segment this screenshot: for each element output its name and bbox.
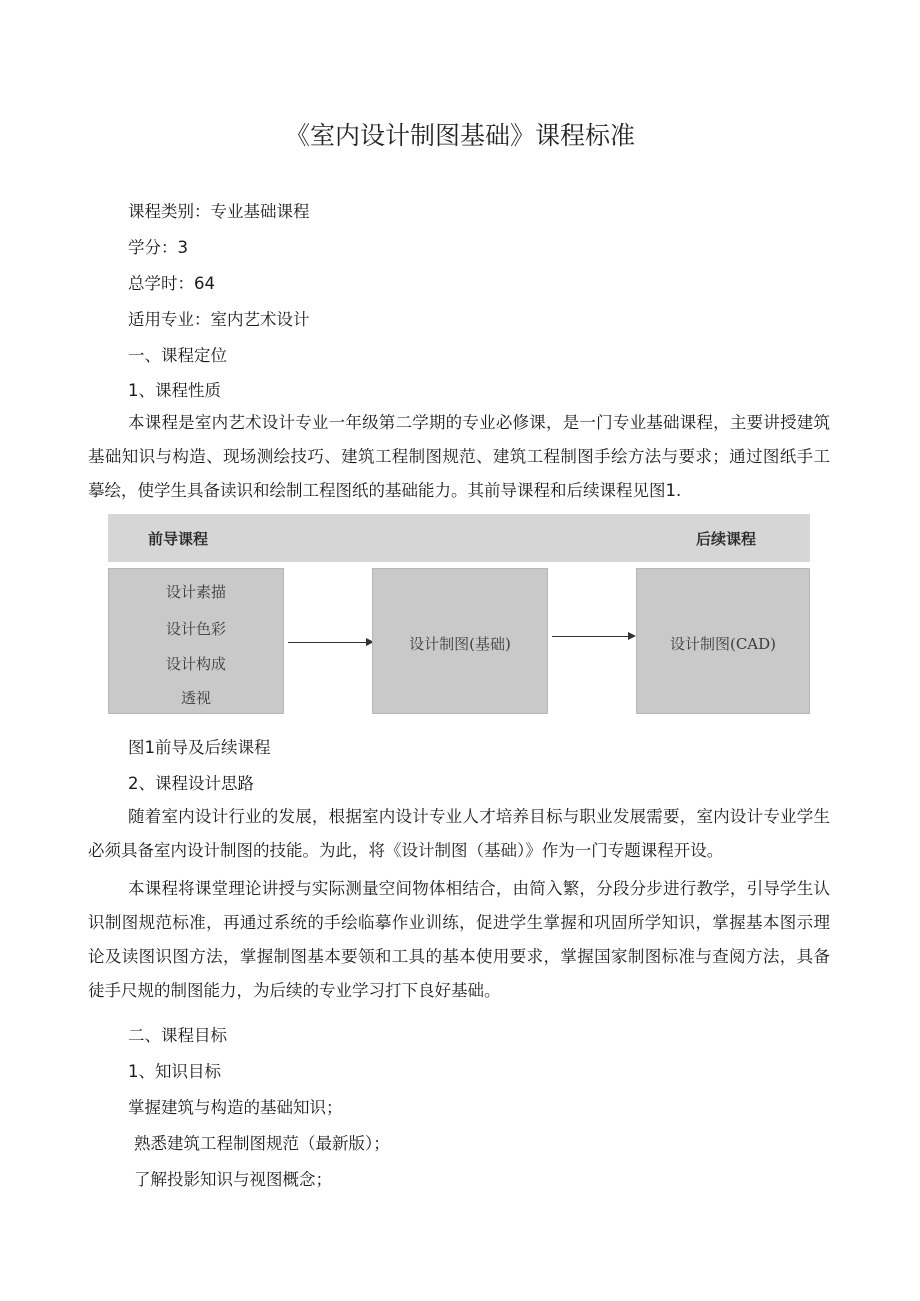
section-heading-goals: 二、课程目标 — [128, 1026, 227, 1045]
prerequisite-item: 透视 — [180, 689, 211, 707]
knowledge-goal-item: 熟悉建筑工程制图规范（最新版）； — [134, 1134, 390, 1153]
course-nature-paragraph: 本课程是室内艺术设计专业一年级第二学期的专业必修课，是一门专业基础课程，主要讲授建筑基础知识与构造、现场测绘技巧、建筑工程制图规范、建筑工程制图手绘方法与要求；通过图纸手工摹绘，使学生具备读识和绘制工程图纸的基础能力。其前导课程和后续课程见图1. — [88, 413, 830, 500]
subsection-heading-knowledge: 1、知识目标 — [128, 1062, 221, 1081]
course-credit: 学分：3 — [128, 238, 188, 257]
figure-header-bar — [108, 514, 810, 562]
current-course-box — [372, 568, 548, 714]
subsection-heading-design: 2、课程设计思路 — [128, 774, 254, 793]
prerequisite-courses-label: 前导课程 — [148, 530, 209, 548]
section-heading-positioning: 一、课程定位 — [128, 346, 227, 365]
prerequisite-item: 设计素描 — [165, 583, 226, 601]
course-category: 课程类别：专业基础课程 — [128, 202, 310, 221]
prerequisite-item: 设计色彩 — [165, 620, 226, 638]
arrow-right-icon — [552, 636, 634, 637]
subsection-heading-nature: 1、课程性质 — [128, 381, 221, 400]
knowledge-goal-item: 了解投影知识与视图概念； — [134, 1170, 332, 1189]
arrow-right-icon — [288, 642, 372, 643]
current-course-label: 设计制图(基础) — [409, 635, 511, 653]
prerequisite-box — [108, 568, 284, 714]
applicable-major: 适用专业：室内艺术设计 — [128, 310, 310, 329]
knowledge-goal-item: 掌握建筑与构造的基础知识； — [128, 1098, 343, 1117]
next-course-label: 设计制图(CAD) — [669, 635, 777, 653]
course-hours: 总学时：64 — [128, 274, 215, 293]
design-idea-paragraph-2: 本课程将课堂理论讲授与实际测量空间物体相结合，由简入繁，分段分步进行教学，引导学生认识制图规范标准，再通过系统的手绘临摹作业训练，促进学生掌握和巩固所学知识，掌握基本图示理论及读图识图方法，掌握制图基本要领和工具的基本使用要求，掌握国家制图标准与查阅方法，具备徒手尺规的制图能力，为后续的专业学习打下良好基础。 — [88, 879, 830, 1000]
next-course-box — [636, 568, 810, 714]
page-title: 《室内设计制图基础》课程标准 — [284, 121, 635, 150]
figure-caption: 图1前导及后续课程 — [128, 738, 271, 757]
follow-up-courses-label: 后续课程 — [696, 530, 757, 548]
design-idea-paragraph-1: 随着室内设计行业的发展，根据室内设计专业人才培养目标与职业发展需要，室内设计专业学生必须具备室内设计制图的技能。为此，将《设计制图（基础）》作为一门专题课程开设。 — [88, 807, 830, 860]
course-sequence-figure — [108, 514, 810, 714]
prerequisite-item: 设计构成 — [165, 655, 226, 673]
